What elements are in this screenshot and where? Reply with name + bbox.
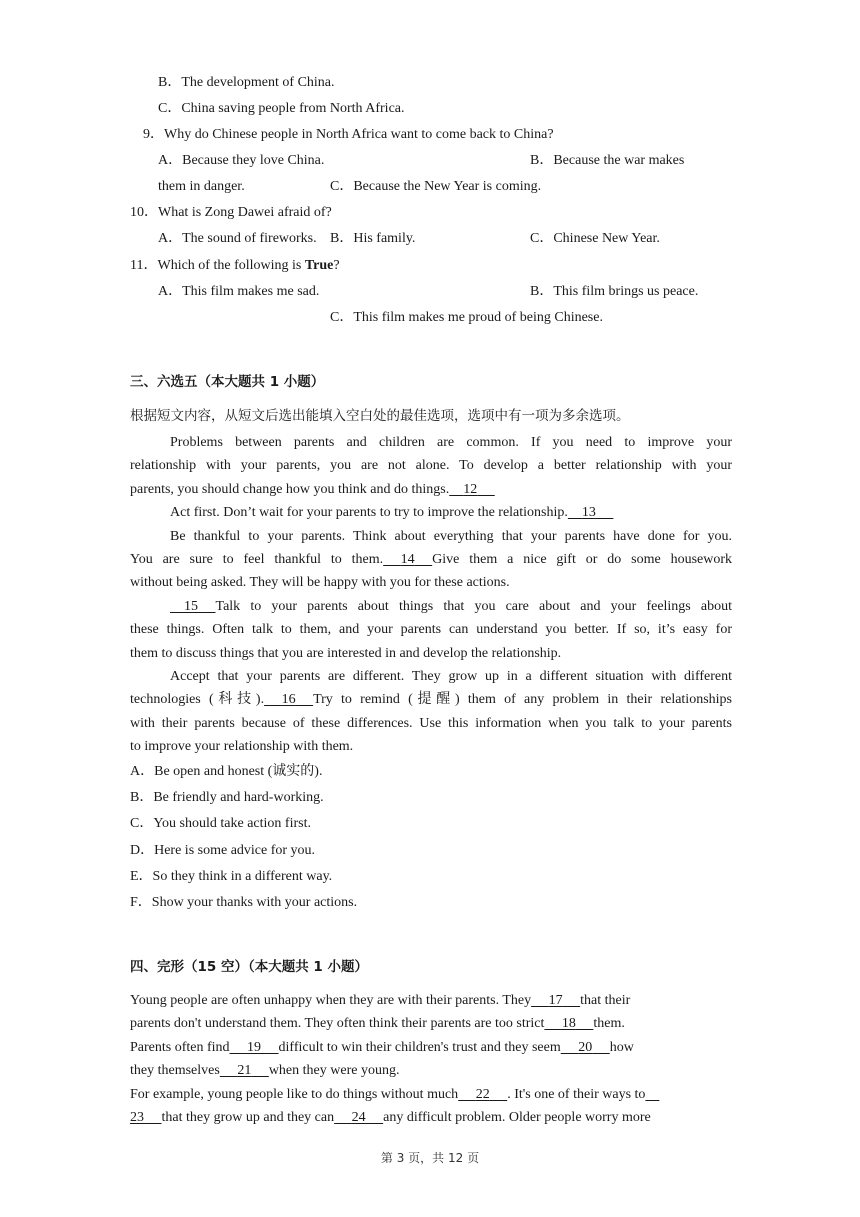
q9-option-c: C．Because the New Year is coming. (330, 179, 542, 194)
q8-option-b: B．The development of China. (158, 75, 335, 90)
q9-option-a: A．Because they love China. (158, 153, 325, 168)
section3-option-c: C．You should take action first. (130, 816, 311, 831)
p5-line2: technologies (科技). 16 Try to remind (提醒) them of any problem in their relationships (130, 688, 732, 711)
blank-21[interactable]: 21 (237, 1063, 252, 1079)
q8-option-c: C．China saving people from North Africa. (158, 101, 405, 116)
p4-line1: 15 Talk to your parents about things that you care about and your feelings about (130, 595, 732, 618)
q11-option-c: C．This film makes me proud of being Chinese. (330, 310, 603, 325)
blank-20[interactable]: 20 (578, 1039, 593, 1055)
cloze-line6: 23 that they grow up and they can 24 any difficult problem. Older people worry more (130, 1106, 732, 1129)
blank-13[interactable]: 13 (581, 505, 596, 521)
blank-24[interactable]: 24 (351, 1109, 366, 1125)
blank-23-start[interactable] (645, 1083, 659, 1106)
cloze-line4: they themselves 21 when they were young. (130, 1059, 732, 1082)
p3-line2: You are sure to feel thankful to them. 14 Give them a nice gift or do some housework (130, 548, 732, 571)
p3-line1: Be thankful to your parents. Think about everything that your parents have done for you. (170, 528, 732, 544)
q11-option-a: A．This film makes me sad. (158, 284, 320, 299)
q10-stem: 10．What is Zong Dawei afraid of? (130, 205, 332, 220)
blank-17[interactable]: 17 (548, 993, 563, 1008)
p3-line3: without being asked. They will be happy with you for these actions. (130, 575, 510, 591)
p5-line4: to improve your relationship with them. (130, 739, 354, 755)
section3-instruction: 根据短文内容，从短文后选出能填入空白处的最佳选项，选项中有一项为多余选项。 (130, 408, 630, 424)
blank-22[interactable]: 22 (475, 1086, 490, 1102)
q10-option-a: A．The sound of fireworks. (158, 231, 317, 246)
blank-14[interactable]: 14 (400, 551, 415, 567)
cloze-line5: For example, young people like to do things without much 22 . It's one of their ways to (130, 1083, 732, 1106)
blank-12[interactable]: 12 (463, 481, 478, 497)
section4-passage (130, 989, 732, 1129)
p4-line3: them to discuss things that you are interested in and develop the relationship. (130, 645, 562, 661)
section3-option-e: E．So they think in a different way. (130, 869, 333, 884)
section3-passage (130, 431, 732, 758)
q10-option-b: B．His family. (330, 231, 416, 246)
p1-line3: parents, you should change how you think and do things. 12 (130, 478, 732, 501)
p1-line2: relationship with your parents, you are not alone. To develop a better relationship with your (130, 458, 732, 474)
p1-line1: Problems between parents and children are common. If you need to improve your (170, 435, 732, 450)
section3-option-b: B．Be friendly and hard-working. (130, 790, 324, 805)
p4-line2: these things. Often talk to them, and your parents can understand you better. If so, it’s easy for (130, 622, 732, 638)
page-footer: 第 3 页，共 12 页 (380, 1151, 480, 1165)
blank-23[interactable]: 23 (130, 1109, 144, 1125)
blank-16[interactable]: 16 (281, 692, 296, 708)
q11-stem (130, 257, 340, 275)
section4-title: 四、完形（15 空）（本大题共 1 小题） (130, 959, 369, 975)
q11-option-b: B．This film brings us peace. (530, 284, 699, 299)
section3-option-f: F．Show your thanks with your actions. (130, 895, 358, 910)
blank-15[interactable]: 15 (184, 598, 198, 614)
blank-18[interactable]: 18 (561, 1016, 576, 1032)
q11-stem-text: 11．Which of the following is (130, 258, 305, 273)
cloze-line1: Young people are often unhappy when they are with their parents. They 17 that their (130, 989, 732, 1012)
p5-line3: with their parents because of these differences. Use this information when you talk to your parents (130, 715, 732, 731)
cloze-line2: parents don't understand them. They often think their parents are too strict 18 them. (130, 1012, 732, 1035)
q11-stem-bold: True (304, 258, 334, 273)
q9-option-b-cont: them in danger. (158, 179, 245, 194)
p2-line1: Act first. Don’t wait for your parents to try to improve the relationship. 13 (130, 501, 732, 524)
p5-line1: Accept that your parents are different. They grow up in a different situation with different (170, 668, 732, 684)
q11-stem-end: ? (333, 258, 340, 273)
blank-19[interactable]: 19 (247, 1039, 262, 1055)
cloze-line3: Parents often find 19 difficult to win their children's trust and they seem 20 how (130, 1036, 732, 1059)
q9-stem: 9．Why do Chinese people in North Africa want to come back to China? (143, 127, 554, 142)
section3-option-d: D．Here is some advice for you. (130, 843, 316, 858)
q10-option-c: C．Chinese New Year. (530, 231, 660, 246)
section3-title: 三、六选五（本大题共 1 小题） (130, 374, 325, 390)
q9-option-b: B．Because the war makes (530, 153, 685, 168)
section3-option-a: A．Be open and honest (诚实的). (130, 764, 323, 779)
